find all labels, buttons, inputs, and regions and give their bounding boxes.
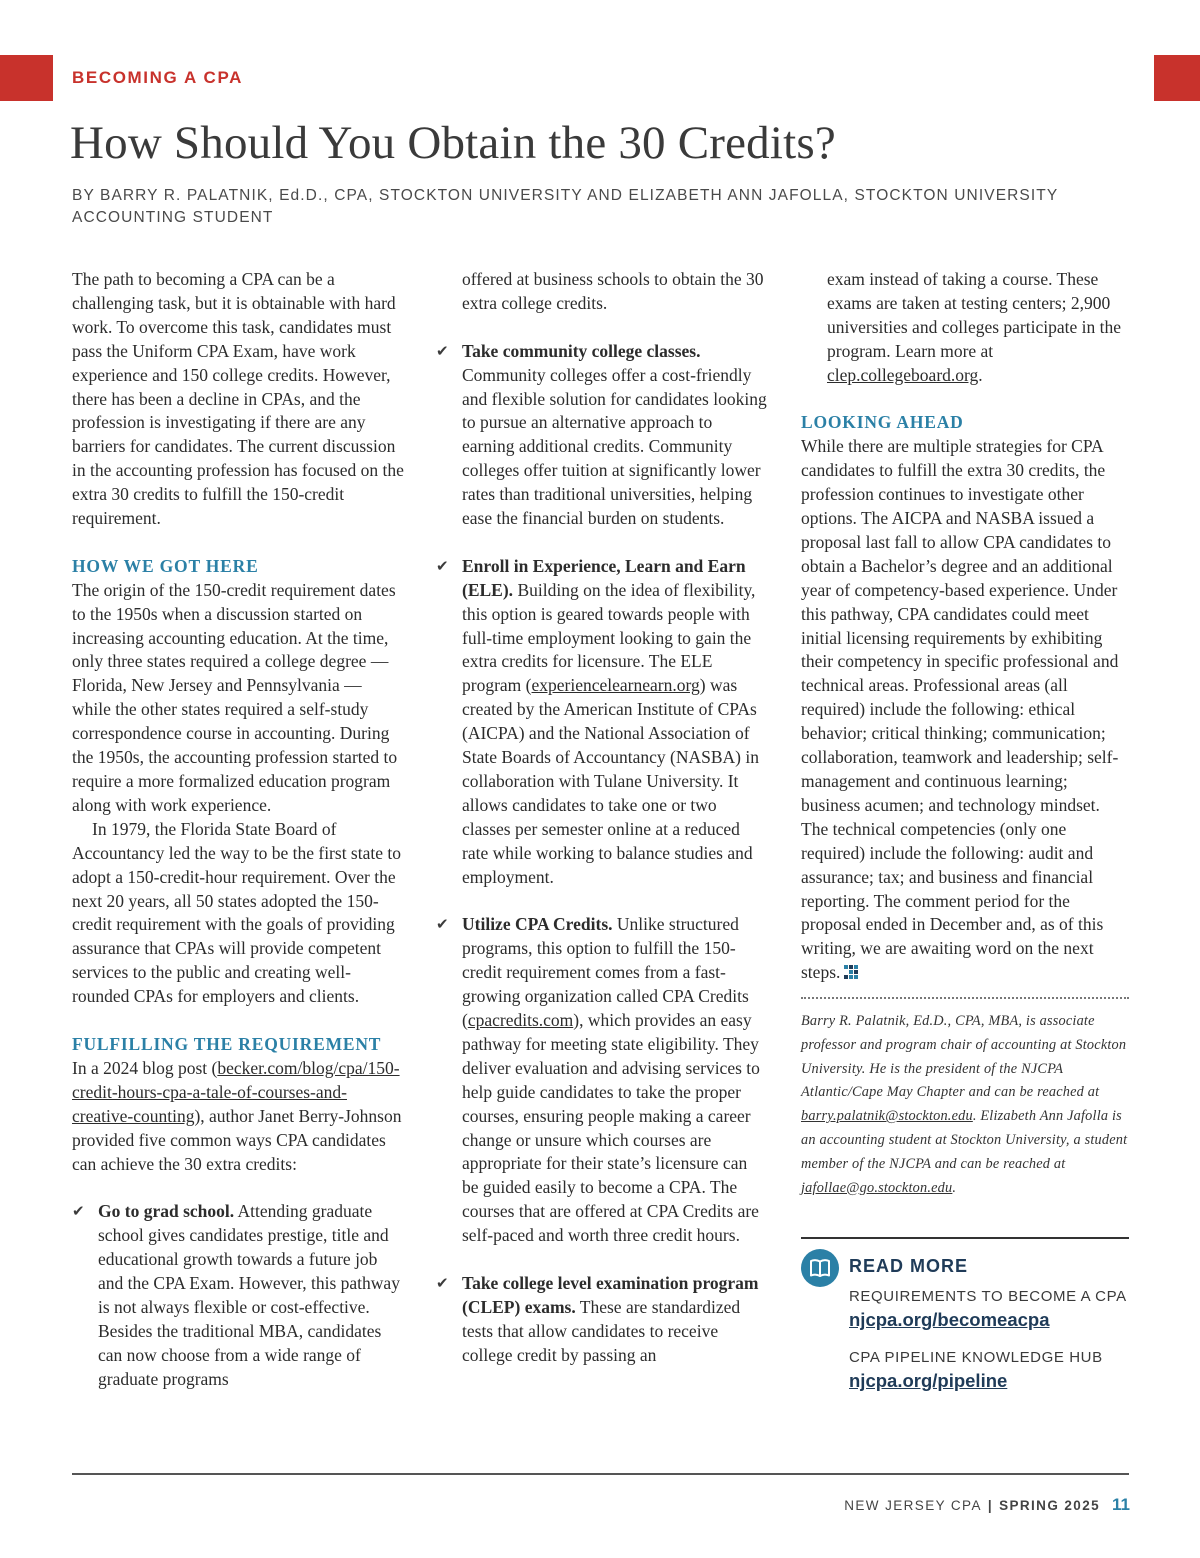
bullet-community-college: ✔ Take community college classes. Community colleges offer a cost-friendly and flexible solution for candidates looking to pursue an alternative approach to earning additional credits. Community colleges offer tuition at significantly lower rates than traditional universities, helping ease the financial burden on students.: [436, 340, 767, 529]
history-paragraph-2: In 1979, the Florida State Board of Accountancy led the way to be the first state to adopt a 150-credit-hour requirement. Over the next 20 years, all 50 states adopted the 150-credit requirement with the goals of providing assurance that CPAs will provide competent services to the public and creating well-rounded CPAs for employers and clients.: [72, 818, 401, 1007]
checkmark-icon: ✔: [436, 341, 449, 360]
checkmark-icon: ✔: [436, 915, 449, 934]
page-number: 11: [1112, 1495, 1130, 1514]
author-bio: Barry R. Palatnik, Ed.D., CPA, MBA, is associate professor and program chair of accounting at Stockton University. He is the president of the NJCPA Atlantic/Cape May Chapter and can be reached at barry.palatnik@stockton.edu. Elizabeth Ann Jafolla is an accounting student at Stockton University, a student member of the NJCPA and can be reached at jafollae@go.stockton.edu.: [801, 1013, 1128, 1196]
looking-ahead-paragraph: While there are multiple strategies for CPA candidates to fulfill the extra 30 credits, the profession continues to investigate other options. The AICPA and NASBA issued a proposal last fall to allow CPA candidates to obtain a Bachelor’s degree and an additional year of competency-based experience. Under this pathway, CPA candidates could meet initial licensing requirements by exhibiting their competency in specific professional and technical areas. Professional areas (all required) include the following: ethical behavior; critical thinking; communication; collaboration, teamwork and leadership; self-management and continuous learning; business acumen; and technology mindset. The technical competencies (only one required) include the following: audit and assurance; tax; and business and financial reporting. The comment period for the proposal ended in December and, as of this writing, we are awaiting word on the next steps.: [801, 436, 1119, 983]
ele-link[interactable]: experiencelearnearn.org: [531, 675, 700, 696]
issue-season: SPRING 2025: [999, 1498, 1101, 1513]
bullet-clep-continued: exam instead of taking a course. These exams are taken at testing centers; 2,900 universities and colleges participate in the program. Learn more at clep.collegeboard.org.: [827, 269, 1121, 385]
read-more-link-pipeline[interactable]: njcpa.org/pipeline: [849, 1370, 1008, 1391]
header-accent-bar-right: [1154, 55, 1200, 101]
article-column-1: [72, 268, 404, 1392]
footer-separator: |: [987, 1498, 994, 1513]
read-more-divider: [801, 1237, 1129, 1239]
section-heading-looking-ahead: LOOKING AHEAD: [801, 412, 964, 433]
checkmark-icon: ✔: [72, 1202, 85, 1221]
section-kicker: BECOMING A CPA: [72, 68, 243, 87]
end-mark-icon: [844, 965, 858, 979]
email-link-palatnik[interactable]: barry.palatnik@stockton.edu: [801, 1108, 973, 1125]
bullet-ele: ✔ Enroll in Experience, Learn and Earn (ELE). Building on the idea of flexibility, this option is geared towards people with full-time employment looking to gain the extra credits for licensure. The ELE program (experiencelearnearn.org) was created by the American Institute of CPAs (AICPA) and the National Association of State Boards of Accountancy (NASBA) in collaboration with Tulane University. It allows candidates to take one or two classes per semester online at a reduced rate while working to balance studies and employment.: [436, 555, 759, 887]
becker-blog-link[interactable]: becker.com/blog/cpa/150-credit-hours-cpa-a-tale-of-courses-and-creative-counting: [72, 1057, 400, 1126]
read-more-link-becomeacpa[interactable]: njcpa.org/becomeacpa: [849, 1309, 1050, 1330]
article-byline: BY BARRY R. PALATNIK, Ed.D., CPA, STOCKTON UNIVERSITY AND ELIZABETH ANN JAFOLLA, STOCKTON UNIVERSITY ACCOUNTING STUDENT: [72, 187, 1058, 226]
book-icon: [801, 1249, 839, 1287]
read-more-label-2: CPA PIPELINE KNOWLEDGE HUB: [849, 1349, 1103, 1366]
clep-link[interactable]: clep.collegeboard.org: [827, 364, 979, 385]
section-heading-how-we-got-here: HOW WE GOT HERE: [72, 555, 259, 576]
email-link-jafolla[interactable]: jafollae@go.stockton.edu: [801, 1179, 953, 1196]
article-title: How Should You Obtain the 30 Credits?: [70, 117, 836, 169]
read-more-title: READ MORE: [849, 1256, 969, 1276]
bullet-cpa-credits: ✔ Utilize CPA Credits. Unlike structured programs, this option to fulfill the 150-credit requirement comes from a fast-growing organization called CPA Credits (cpacredits.com), which provides an easy pathway for meeting state eligibility. They deliver evaluation and advising services to help guide candidates to take the proper courses, ensuring people making a career change or unsure which courses are appropriate for their state’s licensure can be guided easily to become a CPA. The courses that are offered at CPA Credits are self-paced and worth three credit hours.: [436, 914, 760, 1246]
bullet-grad-school: ✔ Go to grad school. Attending graduate school gives candidates prestige, title and educational growth towards a future job and the CPA Exam. However, this pathway is not always flexible or cost-effective. Besides the traditional MBA, candidates can now choose from a wide range of graduate programs: [72, 1201, 400, 1389]
page-footer: [844, 1495, 1130, 1515]
checkmark-icon: ✔: [436, 1274, 449, 1292]
bio-divider: [801, 997, 1129, 999]
header-accent-bar-left: [0, 55, 53, 101]
read-more-label-1: REQUIREMENTS TO BECOME A CPA: [849, 1288, 1127, 1305]
checkmark-icon: ✔: [436, 556, 449, 575]
cpacredits-link[interactable]: cpacredits.com: [467, 1010, 574, 1031]
article-column-2: [436, 268, 768, 1368]
publication-name: NEW JERSEY CPA: [844, 1498, 982, 1513]
history-paragraph-1: The origin of the 150-credit requirement dates to the 1950s when a discussion started on increasing accounting education. At the time, only three states required a college degree — Florida, New Jersey and Pennsylvania — while the other states required a self-study correspondence course in accounting. During the 1950s, the accounting profession started to require a more formalized education program along with work experience.: [72, 579, 398, 815]
fulfilling-paragraph: In a 2024 blog post (becker.com/blog/cpa/150-credit-hours-cpa-a-tale-of-courses-and-creative-counting), author Janet Berry-Johnson provided five common ways CPA candidates can achieve the 30 extra credits:: [72, 1057, 402, 1174]
section-heading-fulfilling: FULFILLING THE REQUIREMENT: [72, 1033, 382, 1054]
bullet-clep: ✔ Take college level examination program (CLEP) exams. These are standardized tests that allow candidates to receive college credit by passing an: [436, 1273, 759, 1365]
footer-divider: [72, 1473, 1129, 1475]
bullet-grad-school-continued: offered at business schools to obtain the 30 extra college credits.: [462, 269, 764, 313]
article-column-3: [801, 268, 1131, 985]
intro-paragraph: The path to becoming a CPA can be a challenging task, but it is obtainable with hard work. To overcome this task, candidates must pass the Uniform CPA Exam, have work experience and 150 college credits. However, there has been a decline in CPAs, and the profession is investigating if there are any barriers for candidates. The current discussion in the accounting profession has focused on the extra 30 credits to fulfill the 150-credit requirement.: [72, 269, 404, 529]
